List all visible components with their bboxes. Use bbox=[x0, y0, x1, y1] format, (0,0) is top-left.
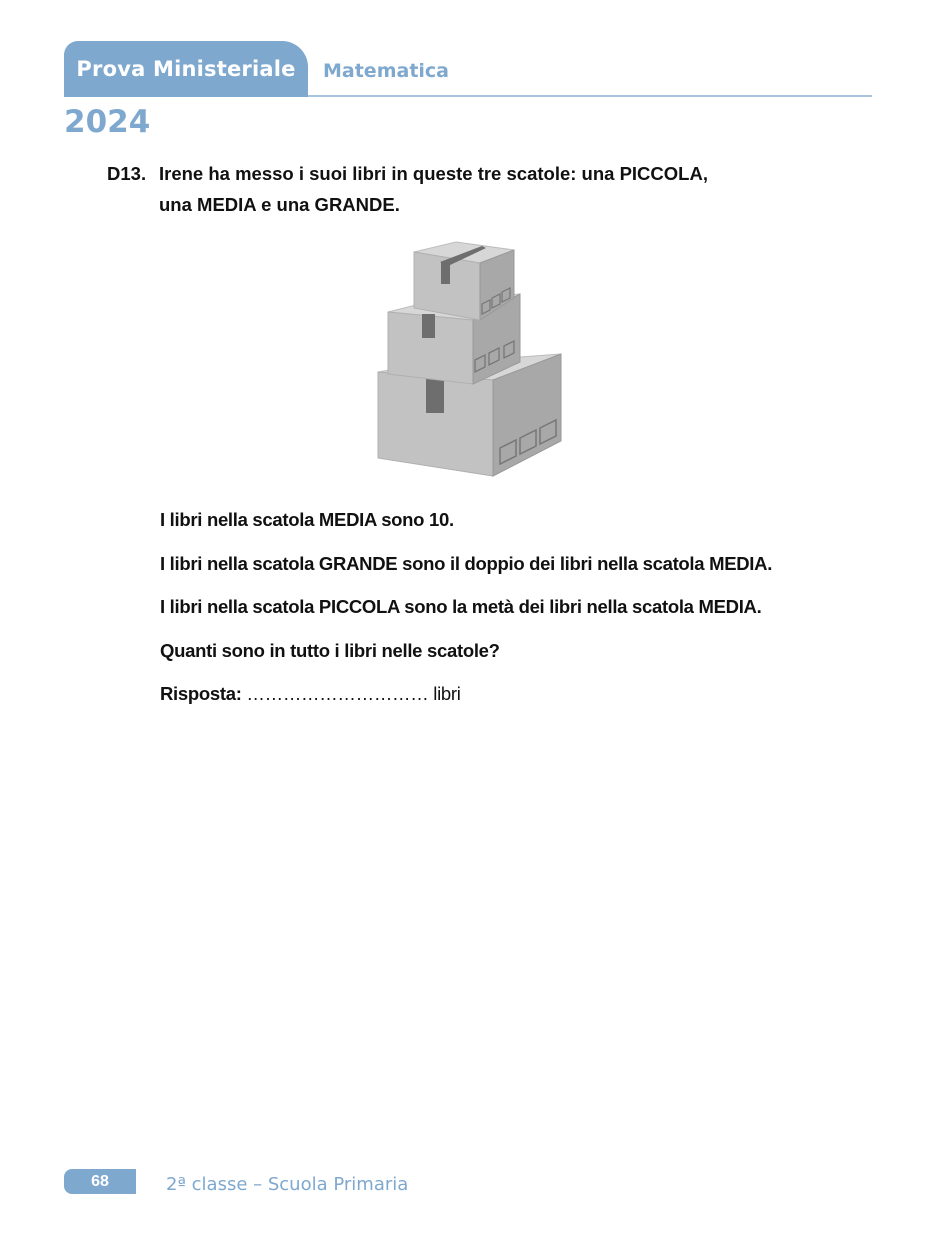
question-line-1: Irene ha messo i suoi libri in queste tre scatole: una PICCOLA, bbox=[159, 163, 708, 184]
statement-2: I libri nella scatola GRANDE sono il doppio dei libri nella scatola MEDIA. bbox=[160, 552, 773, 574]
statement-3: I libri nella scatola PICCOLA sono la metà dei libri nella scatola MEDIA. bbox=[160, 596, 762, 617]
question-line-2: una MEDIA e una GRANDE. bbox=[159, 194, 400, 215]
question-prompt: Quanti sono in tutto i libri nelle scatole? bbox=[160, 639, 500, 661]
answer-blank[interactable]: ………………………… libri bbox=[241, 683, 461, 704]
small-box bbox=[414, 242, 514, 320]
stacked-boxes-icon bbox=[368, 236, 568, 481]
problem-statements bbox=[160, 508, 900, 726]
question-text bbox=[107, 158, 827, 220]
header-tab bbox=[64, 41, 308, 97]
footer-text: 2ª classe – Scuola Primaria bbox=[166, 1174, 409, 1195]
statement-1: I libri nella scatola MEDIA sono 10. bbox=[160, 509, 454, 530]
answer-line bbox=[160, 682, 900, 706]
answer-label: Risposta: bbox=[160, 683, 242, 704]
page-number: 68 bbox=[64, 1169, 136, 1194]
year-title: 2024 bbox=[64, 104, 151, 140]
header-divider bbox=[308, 95, 872, 97]
question-number: D13. bbox=[107, 163, 147, 184]
subject-title: Matematica bbox=[323, 60, 449, 82]
header-tab-label: Prova Ministeriale bbox=[76, 57, 296, 81]
